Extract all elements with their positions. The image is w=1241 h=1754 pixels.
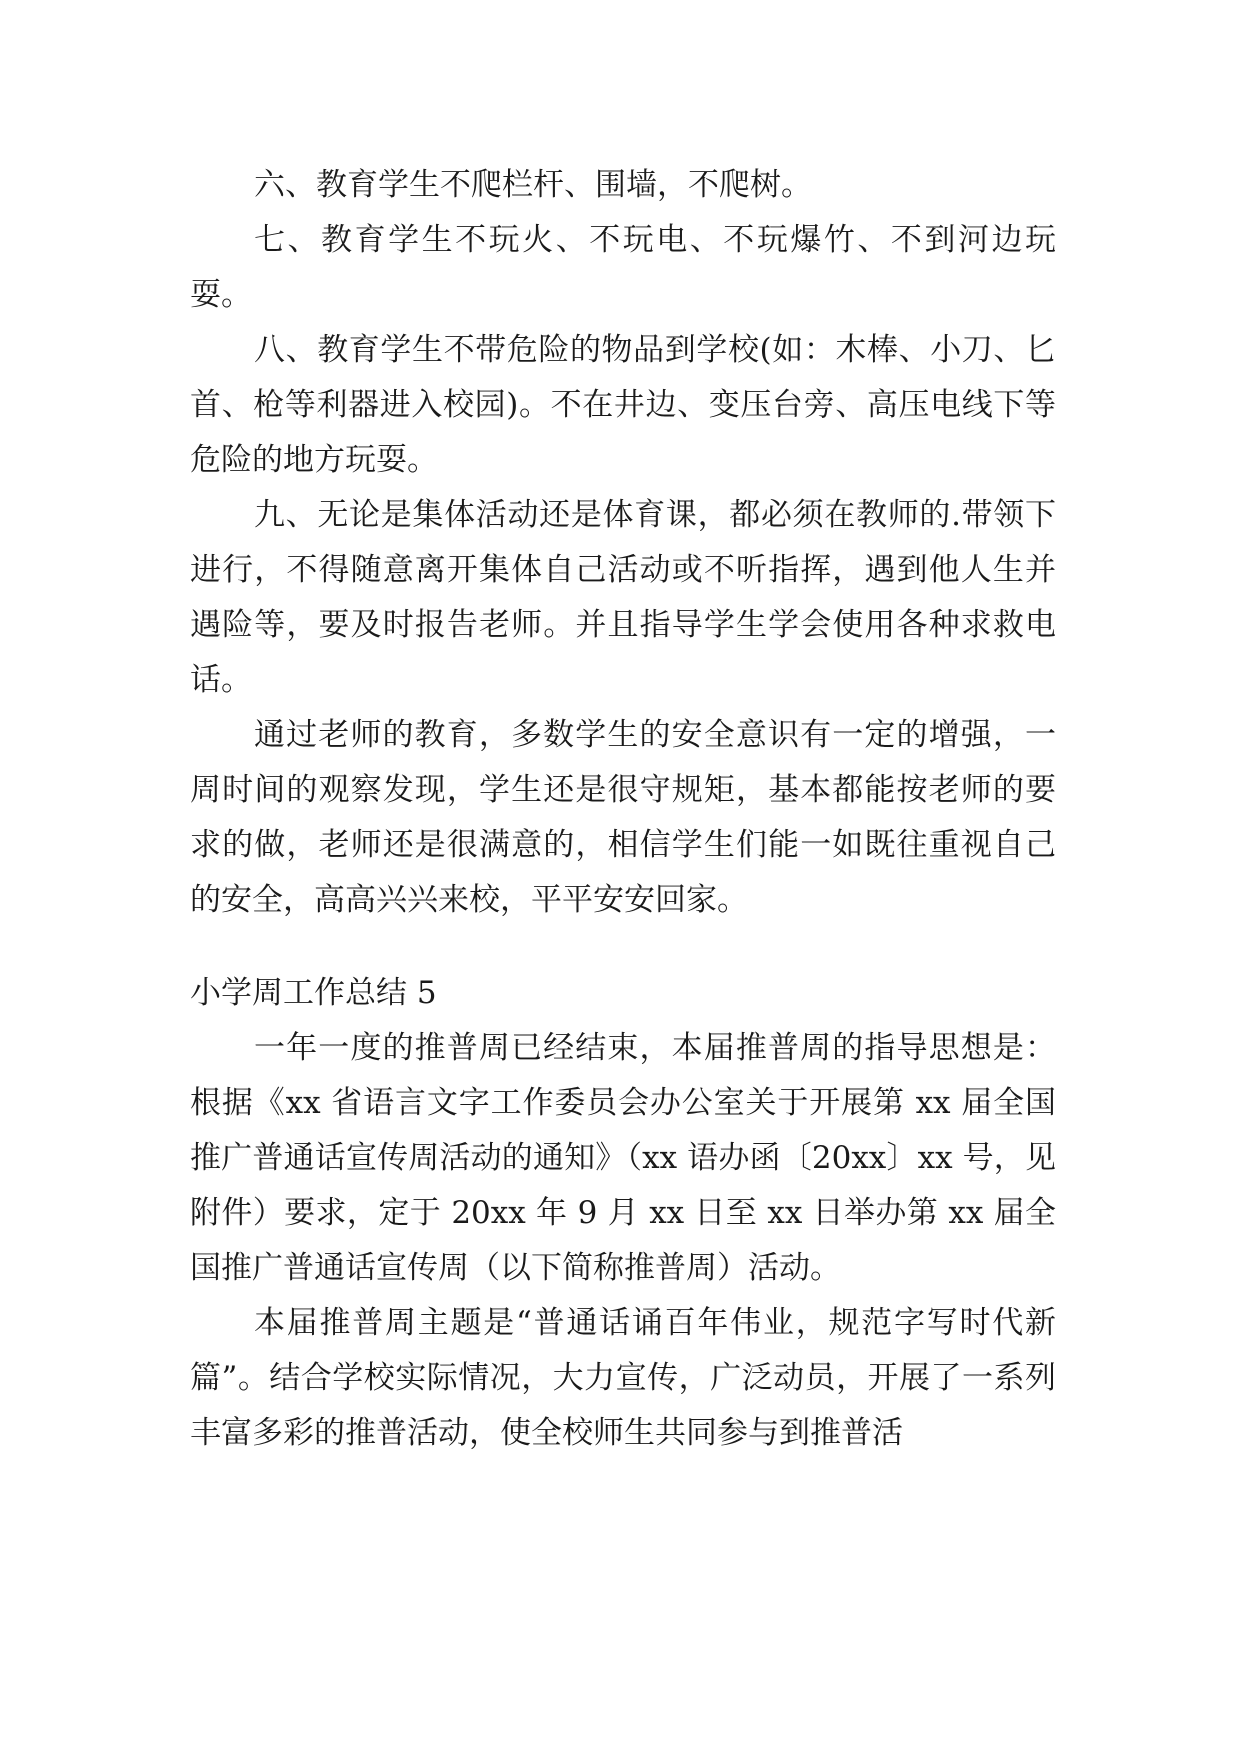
document-body bbox=[190, 158, 1056, 1461]
paragraph-item-7: 七、教育学生不玩火、不玩电、不玩爆竹、不到河边玩耍。 bbox=[190, 222, 1056, 313]
paragraph-theme: 本届推普周主题是“普通话诵百年伟业，规范字写时代新篇”。结合学校实际情况，大力宣传，广泛动员，开展了一系列丰富多彩的推普活动，使全校师生共同参与到推普活 bbox=[190, 1305, 1056, 1451]
paragraph-intro: 一年一度的推普周已经结束，本届推普周的指导思想是：根据《xx 省语言文字工作委员会办公室关于开展第 xx 届全国推广普通话宣传周活动的通知》（xx 语办函〔20xx〕xx 号，见附件）要求，定于 20xx 年 9 月 xx 日至 xx 日举办第 xx 届全国推广普通话宣传周（以下简称推普周）活动。 bbox=[190, 1030, 1056, 1286]
paragraph-item-9: 九、无论是集体活动还是体育课，都必须在教师的.带领下进行，不得随意离开集体自己活动或不听指挥，遇到他人生并遇险等，要及时报告老师。并且指导学生学会使用各种求救电话。 bbox=[190, 497, 1056, 698]
paragraph-item-6: 六、教育学生不爬栏杆、围墙，不爬树。 bbox=[254, 167, 812, 203]
paragraph-item-8: 八、教育学生不带危险的物品到学校(如：木棒、小刀、匕首、枪等利器进入校园)。不在井边、变压台旁、高压电线下等危险的地方玩耍。 bbox=[190, 332, 1056, 478]
paragraph-conclusion: 通过老师的教育，多数学生的安全意识有一定的增强，一周时间的观察发现，学生还是很守规矩，基本都能按老师的要求的做，老师还是很满意的，相信学生们能一如既往重视自己的安全，高高兴兴来校，平平安安回家。 bbox=[190, 717, 1056, 918]
section-heading: 小学周工作总结 5 bbox=[190, 975, 437, 1011]
